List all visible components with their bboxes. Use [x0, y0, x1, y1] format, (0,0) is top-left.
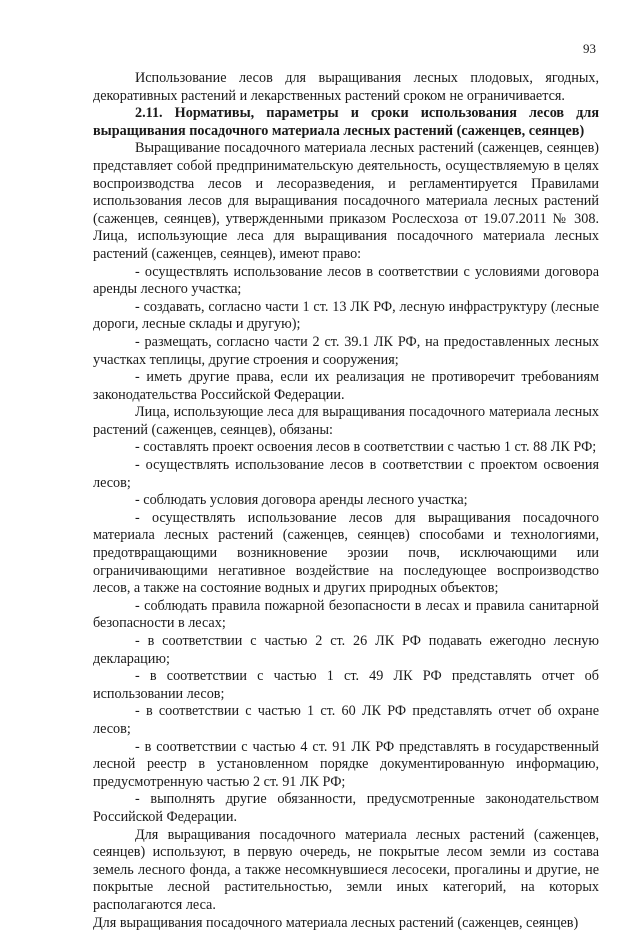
- page-body: [93, 70, 599, 932]
- page-number: 93: [583, 40, 596, 58]
- list-item: - выполнять другие обязанности, предусмотренные законодательством Российской Федерации.: [93, 791, 599, 826]
- paragraph: Для выращивания посадочного материала лесных растений (саженцев, сеянцев): [93, 915, 599, 932]
- list-item: - соблюдать правила пожарной безопасности в лесах и правила санитарной безопасности в лесах;: [93, 598, 599, 633]
- list-item: - осуществлять использование лесов в соответствии с проектом освоения лесов;: [93, 457, 599, 492]
- list-item: - в соответствии с частью 4 ст. 91 ЛК РФ представлять в государственный лесной реестр в установленном порядке документированную информацию, предусмотренную частью 2 ст. 91 ЛК РФ;: [93, 739, 599, 792]
- paragraph: Использование лесов для выращивания лесных плодовых, ягодных, декоративных растений и лекарственных растений сроком не ограничивается.: [93, 70, 599, 105]
- paragraph: Лица, использующие леса для выращивания посадочного материала лесных растений (саженцев, сеянцев), обязаны:: [93, 404, 599, 439]
- paragraph: Для выращивания посадочного материала лесных растений (саженцев, сеянцев) используют, в первую очередь, не покрытые лесом земли из состава земель лесного фонда, а также несомкнувшиеся лесосеки, прогалины и другие, не покрытые лесной растительностью, земли иных категорий, на которых располагаются леса.: [93, 827, 599, 915]
- list-item: - иметь другие права, если их реализация не противоречит требованиям законодательства Российской Федерации.: [93, 369, 599, 404]
- paragraph: Выращивание посадочного материала лесных растений (саженцев, сеянцев) представляет собой предпринимательскую деятельность, осуществляемую в целях воспроизводства лесов и лесоразведения, и регламентируется Правилами использования лесов для выращивания посадочного материала лесных растений (саженцев, сеянцев), утвержденными приказом Рослесхоза от 19.07.2011 № 308. Лица, использующие леса для выращивания посадочного материала лесных растений (саженцев, сеянцев), имеют право:: [93, 140, 599, 263]
- list-item: - соблюдать условия договора аренды лесного участка;: [93, 492, 599, 510]
- list-item: - составлять проект освоения лесов в соответствии с частью 1 ст. 88 ЛК РФ;: [93, 439, 599, 457]
- list-item: - создавать, согласно части 1 ст. 13 ЛК РФ, лесную инфраструктуру (лесные дороги, лесные склады и другую);: [93, 299, 599, 334]
- list-item: - в соответствии с частью 2 ст. 26 ЛК РФ подавать ежегодно лесную декларацию;: [93, 633, 599, 668]
- list-item: - осуществлять использование лесов в соответствии с условиями договора аренды лесного участка;: [93, 264, 599, 299]
- list-item: - осуществлять использование лесов для выращивания посадочного материала лесных растений (саженцев, сеянцев) способами и технологиями, предотвращающими возникновение эрозии почв, исключающими или ограничивающими негативное воздействие на последующее воспроизводство лесов, а также на состояние водных и других природных объектов;: [93, 510, 599, 598]
- list-item: - размещать, согласно части 2 ст. 39.1 ЛК РФ, на предоставленных лесных участках теплицы, другие строения и сооружения;: [93, 334, 599, 369]
- list-item: - в соответствии с частью 1 ст. 60 ЛК РФ представлять отчет об охране лесов;: [93, 703, 599, 738]
- list-item: - в соответствии с частью 1 ст. 49 ЛК РФ представлять отчет об использовании лесов;: [93, 668, 599, 703]
- section-heading: 2.11. Нормативы, параметры и сроки использования лесов для выращивания посадочного материала лесных растений (саженцев, сеянцев): [93, 105, 599, 140]
